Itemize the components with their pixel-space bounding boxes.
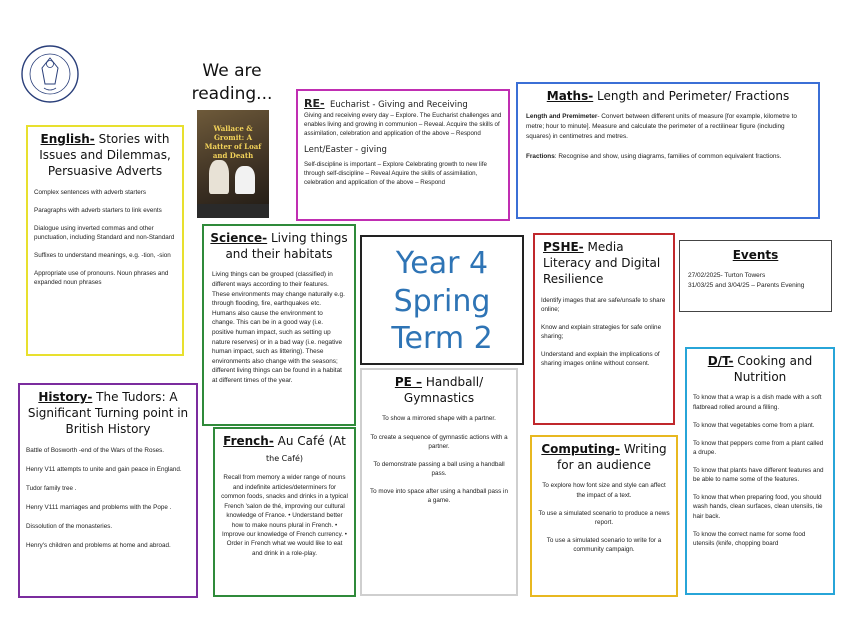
dt-title: D/T- [707,354,734,368]
history-item: Dissolution of the monasteries. [26,523,113,531]
english-item: Suffixes to understand meanings, e.g. -tion, -sion [34,252,171,260]
year-label: Year 4 [395,246,489,281]
french-topic: Au Café (At [277,434,346,448]
french-text: Recall from memory a wider range of nouns and indefinite articles/determiners for common foods, snacks and drinks in a typical French 'salon de thé, improving our cultural knowledge of France. • Understand better how to make nouns plural in French. • Improve our knowledge of French currency. • Order in French what we would like to eat and drink in a role-play. [221,474,348,557]
history-item: Henry's children and problems at home and abroad. [26,542,171,550]
computing-item: To use a simulated scenario to produce a news report. [538,509,670,526]
maths-topic: Length and Perimeter/ Fractions [597,89,790,103]
french-panel [213,427,356,597]
pe-panel [360,368,518,596]
book-cover-image [197,110,269,218]
history-title: History- [38,390,93,404]
event-item: 27/02/2025- Turton Towers [688,272,766,280]
english-item: Appropriate use of pronouns. Noun phrases and expanded noun phrases [34,270,169,287]
computing-item: To explore how font size and style can affect the impact of a text. [542,482,666,499]
history-panel [18,383,198,598]
pshe-topic: Media Literacy and Digital Resilience [543,240,661,287]
maths-panel [516,82,820,219]
re-subtitle: Eucharist - Giving and Receiving [329,100,468,110]
pshe-item: Identify images that are safe/unsafe to share online; [541,296,666,313]
dt-item: To know that a wrap is a dish made with a soft flatbread rolled around a filling. [693,394,822,411]
event-item: 31/03/25 and 3/04/25 – Parents Evening [688,281,805,289]
history-topic: The Tudors: A Significant Turning point in British History [27,390,189,437]
re-text-1: Giving and receiving every day – Explore. The Eucharist challenges and enables living and growing in communion – Reveal. Acquire the skills of assimilation, celebration and application of the above – Respond [304,112,502,138]
re-title: RE- [304,97,325,110]
reading-line-2: reading... [191,83,273,104]
reading-heading [188,60,276,106]
english-item: Dialogue using inverted commas and other punctuation, including Standard and non-Standard [34,224,175,241]
english-item: Complex sentences with adverb starters [34,188,146,196]
pe-item: To create a sequence of gymnastic actions with a partner. [370,433,508,450]
dt-item: To know that vegetables come from a plant. [693,421,815,429]
english-title: English- [40,132,95,146]
maths-title: Maths- [546,89,594,103]
pe-item: To move into space after using a handball pass in a game. [370,488,508,505]
computing-topic: Writing for an audience [557,442,667,473]
maths-fractions-text: : Recognise and show, using diagrams, families of common equivalent fractions. [554,152,782,160]
computing-title: Computing- [541,442,620,456]
dt-item: To know the correct name for some food utensils (knife, chopping board [693,530,806,547]
dt-item: To know that when preparing food, you should wash hands, clean surfaces, clean utensils, tie hair back. [693,494,823,520]
term-label: Term 2 [391,321,493,356]
pe-item: To demonstrate passing a ball using a handball pass. [373,460,505,477]
re-text-2: Self-discipline is important – Explore Celebrating growth to new life through self-discipline – Reveal Aquire the skills of assimilation, celebration and application of the above – Respond [304,161,487,187]
science-text: Living things can be grouped (classified) in different ways according to their features. These environments may change naturally e.g. through flooding, fire, earthquakes etc. Humans also cause the environment to change. This can be in a good way (i.e. positive human impact, such as setting up nature reserves) or in a bad way (i.e. negative human impact, such as littering). These environments also change with the seasons; different living things can be found in a habitat at different times of the year. [212,271,345,385]
computing-item: To use a simulated scenario to write for a community campaign. [546,536,662,553]
pe-item: To show a mirrored shape with a partner. [382,415,496,423]
pshe-item: Know and explain strategies for safe online sharing; [541,323,662,340]
dt-topic: Cooking and Nutrition [733,354,813,385]
reading-line-1: We are [202,61,262,81]
book-title: Wallace & Gromit: A Matter of Loaf and Death [204,124,262,160]
english-panel [26,125,184,356]
events-panel [679,240,832,312]
history-item: Tudor family tree . [26,484,77,492]
school-crest-logo [20,44,80,104]
dt-item: To know that plants have different features and be able to name some of the features. [693,467,824,484]
history-item: Henry V111 marriages and problems with the Pope . [26,503,172,511]
dt-panel [685,347,835,595]
pe-topic: Handball/ Gymnastics [403,375,484,406]
history-item: Henry V11 attempts to unite and gain peace in England. [26,465,182,473]
history-item: Battle of Bosworth -end of the Wars of the Roses. [26,446,165,454]
maths-length-text: - Convert between different units of measure [for example, kilometre to metre; hour to minute]. Measure and calculate the perimeter of a rectilinear figure (including squares) in centimetres and metres. [526,113,797,141]
dt-item: To know that peppers come from a plant called a drupe. [693,439,824,456]
science-title: Science- [210,231,268,245]
maths-fractions-label: Fractions [526,152,555,160]
english-topic: Stories with Issues and Dilemmas, Persuasive Adverts [39,132,171,179]
science-topic: Living things and their habitats [225,231,348,262]
pe-title: PE – [394,375,423,389]
pshe-panel [533,233,675,425]
term-title-panel [360,235,524,365]
maths-length-label: Length and Premimeter [526,113,598,121]
events-title: Events [732,248,779,262]
pshe-item: Understand and explain the implications of sharing images online without consent. [541,351,660,368]
pshe-title: PSHE- [543,240,584,254]
french-title: French- [223,434,274,448]
re-lent-title: Lent/Easter - giving [304,145,387,156]
season-label: Spring [393,283,491,319]
science-panel [202,224,356,426]
re-panel [296,89,510,221]
computing-panel [530,435,678,597]
french-topic-2: the Café) [265,454,304,464]
english-item: Paragraphs with adverb starters to link events [34,206,162,214]
